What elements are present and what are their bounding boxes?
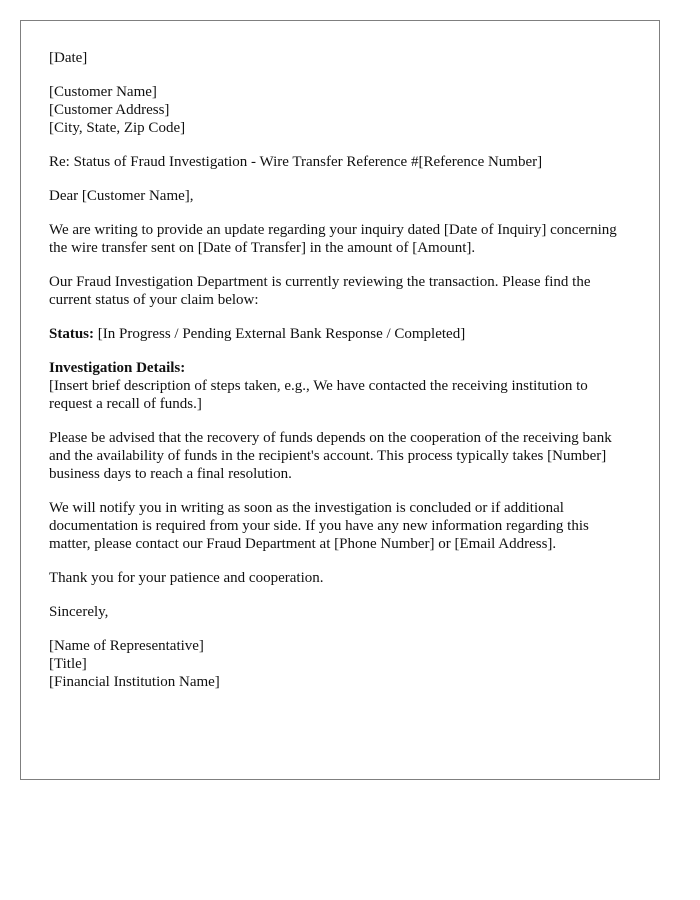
closing: Sincerely, bbox=[49, 604, 109, 620]
advisory-paragraph-block bbox=[49, 429, 631, 483]
letter-document bbox=[20, 20, 660, 780]
subject-block bbox=[49, 153, 631, 171]
recipient-name: [Customer Name] bbox=[49, 84, 157, 100]
advisory-paragraph: Please be advised that the recovery of funds depends on the cooperation of the receiving bank and the availability of funds in the recipient's account. This process typically takes [Number] business days to reach a final resolution. bbox=[49, 430, 612, 482]
status-label: Status: bbox=[49, 326, 95, 342]
status-line bbox=[49, 325, 631, 343]
notify-paragraph-block bbox=[49, 499, 631, 553]
closing-block bbox=[49, 603, 631, 621]
letter-date: [Date] bbox=[49, 50, 88, 66]
investigation-details-text: [Insert brief description of steps taken, e.g., We have contacted the receiving institution to request a recall of funds.] bbox=[49, 378, 588, 412]
status-value: [In Progress / Pending External Bank Response / Completed] bbox=[94, 326, 466, 342]
review-paragraph-block bbox=[49, 273, 631, 309]
signature-title: [Title] bbox=[49, 656, 87, 672]
salutation: Dear [Customer Name], bbox=[49, 188, 194, 204]
intro-paragraph-block bbox=[49, 221, 631, 257]
thanks-paragraph: Thank you for your patience and cooperation. bbox=[49, 570, 324, 586]
date-block bbox=[49, 49, 631, 67]
subject-line: Re: Status of Fraud Investigation - Wire Transfer Reference #[Reference Number] bbox=[49, 154, 543, 170]
signature-institution: [Financial Institution Name] bbox=[49, 674, 220, 690]
thanks-paragraph-block bbox=[49, 569, 631, 587]
signature-name: [Name of Representative] bbox=[49, 638, 204, 654]
recipient-address: [Customer Address] bbox=[49, 102, 170, 118]
investigation-details-block bbox=[49, 359, 631, 413]
investigation-details-label: Investigation Details: bbox=[49, 360, 186, 376]
intro-paragraph: We are writing to provide an update regarding your inquiry dated [Date of Inquiry] concerning the wire transfer sent on [Date of Transfer] in the amount of [Amount]. bbox=[49, 222, 617, 256]
recipient-address-block bbox=[49, 83, 631, 137]
review-paragraph: Our Fraud Investigation Department is currently reviewing the transaction. Please find the current status of your claim below: bbox=[49, 274, 591, 308]
notify-paragraph: We will notify you in writing as soon as the investigation is concluded or if additional documentation is required from your side. If you have any new information regarding this matter, please contact our Fraud Department at [Phone Number] or [Email Address]. bbox=[49, 500, 589, 552]
salutation-block bbox=[49, 187, 631, 205]
signature-block bbox=[49, 637, 631, 691]
status-block bbox=[49, 325, 631, 343]
recipient-city-state-zip: [City, State, Zip Code] bbox=[49, 120, 186, 136]
